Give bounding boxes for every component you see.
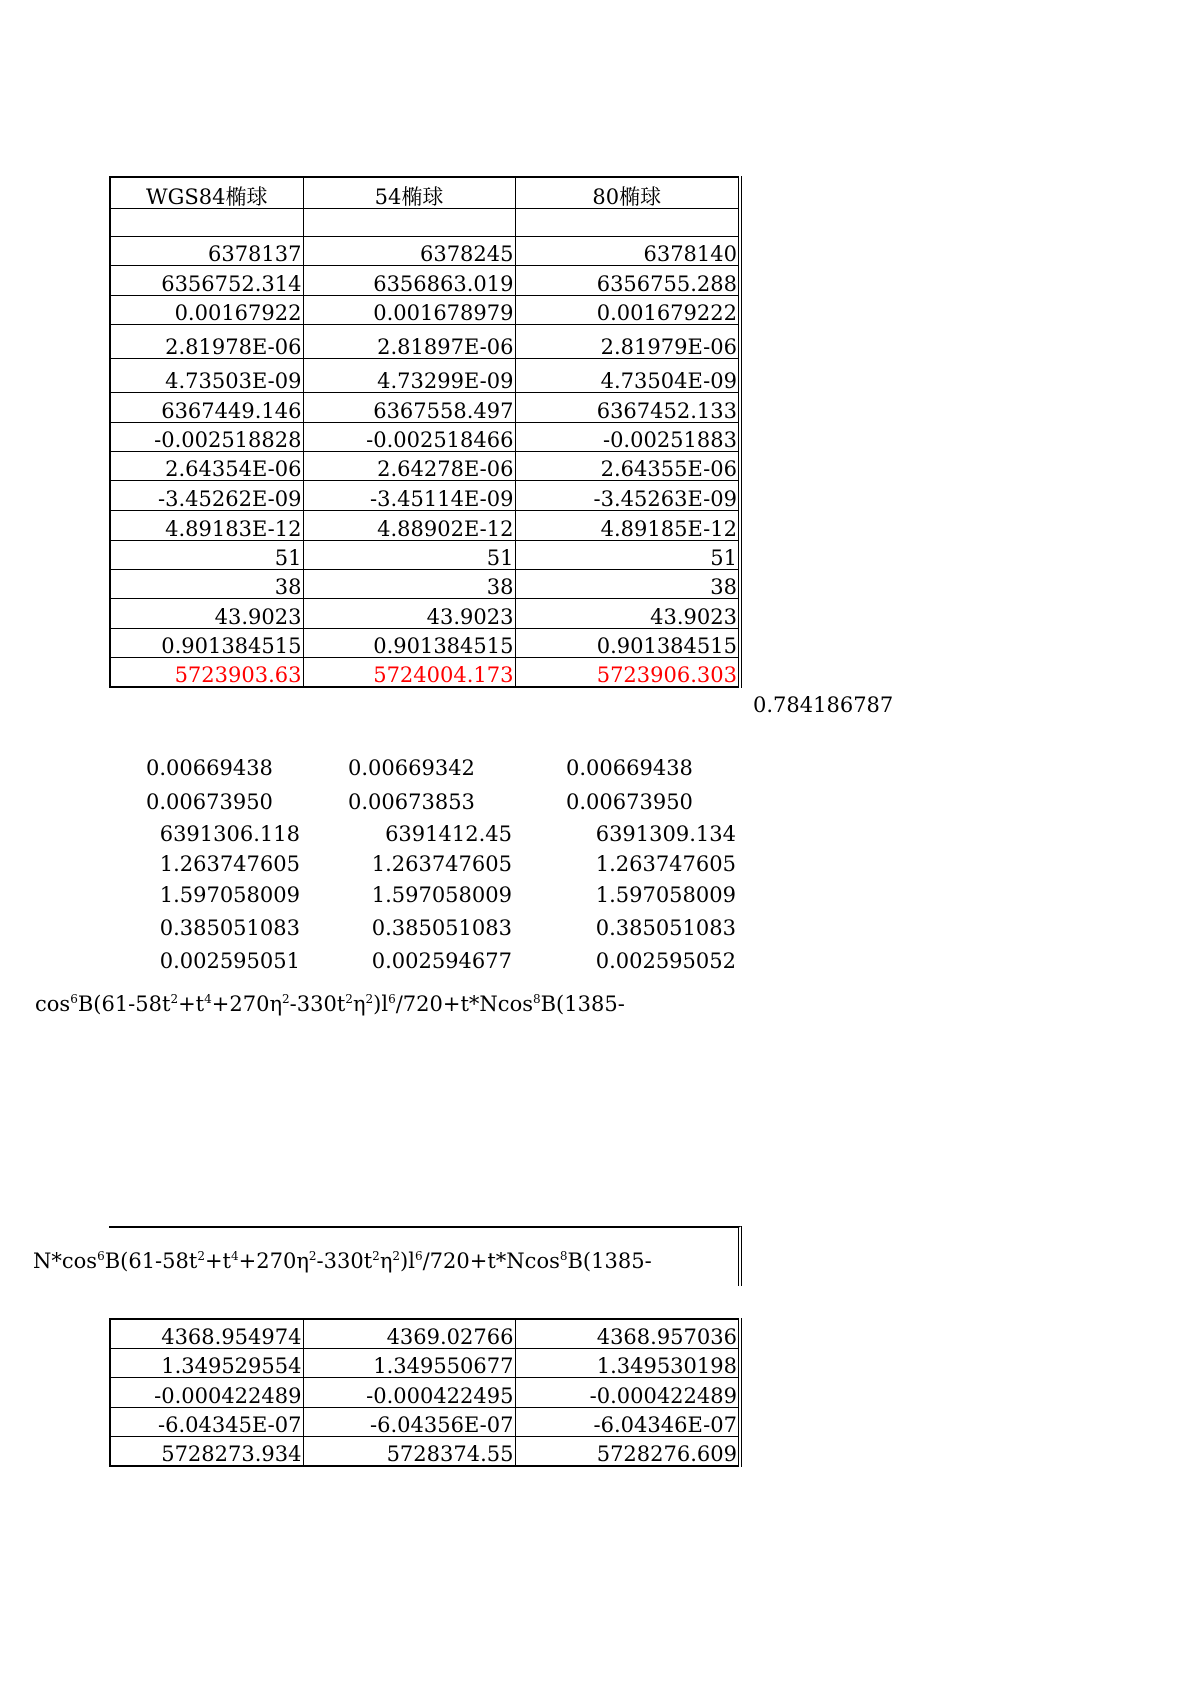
formula-text: +t bbox=[204, 1249, 231, 1273]
table-cell: 43.9023 bbox=[515, 598, 740, 628]
table-cell: 4.73299E-09 bbox=[303, 358, 515, 392]
results-table bbox=[109, 1318, 742, 1467]
table-row bbox=[110, 451, 740, 480]
formula-text: )l bbox=[400, 1249, 415, 1273]
table-cell: 51 bbox=[303, 540, 515, 569]
formula-text: -330t bbox=[316, 1249, 373, 1273]
free-cell: 6391412.45 bbox=[385, 822, 512, 846]
formula-text: η bbox=[379, 1249, 393, 1273]
table-cell: 1.349529554 bbox=[110, 1348, 303, 1377]
free-cell: 0.002594677 bbox=[371, 949, 512, 973]
free-cell: 6391306.118 bbox=[159, 822, 300, 846]
table-cell: 5723903.63 bbox=[110, 657, 303, 687]
formula-sup: 2 bbox=[365, 992, 374, 1006]
header-54: 54椭球 bbox=[303, 177, 515, 208]
formula-text: +270η bbox=[211, 992, 283, 1016]
table-header-row bbox=[110, 177, 740, 208]
table-cell: 2.64355E-06 bbox=[515, 451, 740, 480]
table-cell bbox=[515, 208, 740, 236]
table-cell: 38 bbox=[110, 569, 303, 598]
formula-sup: 6 bbox=[97, 1249, 105, 1263]
formula-text: )l bbox=[373, 992, 389, 1016]
table-cell: 0.901384515 bbox=[303, 628, 515, 657]
table-cell: 6367452.133 bbox=[515, 392, 740, 422]
free-cell: 0.385051083 bbox=[371, 916, 512, 940]
table-cell: -0.000422489 bbox=[515, 1377, 740, 1407]
free-cell: 0.00669342 bbox=[348, 756, 475, 780]
table-row bbox=[110, 295, 740, 324]
table-cell: 6378245 bbox=[303, 236, 515, 265]
formula-sup: 4 bbox=[204, 992, 212, 1006]
free-cell: 1.263747605 bbox=[595, 852, 736, 876]
formula-line-1 bbox=[35, 993, 625, 1015]
table-cell: -6.04356E-07 bbox=[303, 1407, 515, 1436]
table-cell: 0.00167922 bbox=[110, 295, 303, 324]
table-cell: 2.81897E-06 bbox=[303, 324, 515, 358]
table-cell: 5724004.173 bbox=[303, 657, 515, 687]
table-row bbox=[110, 422, 740, 451]
table-cell: 5728374.55 bbox=[303, 1436, 515, 1466]
table-cell: -3.45263E-09 bbox=[515, 480, 740, 510]
table-cell: 2.64354E-06 bbox=[110, 451, 303, 480]
table-cell: 43.9023 bbox=[110, 598, 303, 628]
formula-text: B(61-58t bbox=[104, 1249, 198, 1273]
free-cell: 0.00673853 bbox=[348, 790, 475, 814]
table-cell: -0.00251883 bbox=[515, 422, 740, 451]
formula-sup: 2 bbox=[308, 1249, 317, 1263]
table-cell: 0.001679222 bbox=[515, 295, 740, 324]
formula-text: B(61-58t bbox=[77, 992, 171, 1016]
table-cell: -0.002518828 bbox=[110, 422, 303, 451]
free-cell: 6391309.134 bbox=[595, 822, 736, 846]
formula-text: +t bbox=[178, 992, 205, 1016]
table-cell: 0.001678979 bbox=[303, 295, 515, 324]
table-cell: 4368.957036 bbox=[515, 1319, 740, 1348]
table-cell: 0.901384515 bbox=[110, 628, 303, 657]
table-row bbox=[110, 569, 740, 598]
table-row bbox=[110, 324, 740, 358]
formula-line-2 bbox=[33, 1250, 652, 1272]
table-cell: 4368.954974 bbox=[110, 1319, 303, 1348]
free-cell: 1.597058009 bbox=[159, 883, 300, 907]
formula-text: +270η bbox=[238, 1249, 309, 1273]
free-cell: 0.00673950 bbox=[146, 790, 273, 814]
table-cell: 2.64278E-06 bbox=[303, 451, 515, 480]
table-cell: -0.002518466 bbox=[303, 422, 515, 451]
table-cell bbox=[110, 208, 303, 236]
formula-text: η bbox=[352, 992, 366, 1016]
table-cell: 6356863.019 bbox=[303, 265, 515, 295]
table-row bbox=[110, 1348, 740, 1377]
formula-sup: 8 bbox=[532, 992, 541, 1006]
formula-sup: 6 bbox=[414, 1249, 423, 1263]
table-cell: 2.81978E-06 bbox=[110, 324, 303, 358]
table-row-highlight bbox=[110, 657, 740, 687]
table-row bbox=[110, 1407, 740, 1436]
table-cell: -3.45262E-09 bbox=[110, 480, 303, 510]
table-row bbox=[110, 1436, 740, 1466]
table-cell: 38 bbox=[303, 569, 515, 598]
table-cell: -6.04346E-07 bbox=[515, 1407, 740, 1436]
formula-sup: 2 bbox=[372, 1249, 380, 1263]
free-cell: 0.00669438 bbox=[146, 756, 273, 780]
table-cell: 4.88902E-12 bbox=[303, 510, 515, 540]
free-cell: 1.263747605 bbox=[371, 852, 512, 876]
table-cell: -0.000422489 bbox=[110, 1377, 303, 1407]
table-row bbox=[110, 480, 740, 510]
table-row bbox=[110, 392, 740, 422]
formula-sup: 2 bbox=[282, 992, 290, 1006]
table-cell: 4.89183E-12 bbox=[110, 510, 303, 540]
free-cell: 0.002595052 bbox=[595, 949, 736, 973]
side-value: 0.784186787 bbox=[753, 693, 894, 717]
free-cell: 1.263747605 bbox=[159, 852, 300, 876]
table-cell: 6367558.497 bbox=[303, 392, 515, 422]
table-cell: 6378137 bbox=[110, 236, 303, 265]
formula-sup: 2 bbox=[345, 992, 353, 1006]
header-80: 80椭球 bbox=[515, 177, 740, 208]
formula-text: cos bbox=[35, 992, 71, 1016]
table-cell: -3.45114E-09 bbox=[303, 480, 515, 510]
header-wgs84: WGS84椭球 bbox=[110, 177, 303, 208]
formula-text: N*cos bbox=[33, 1249, 98, 1273]
formula-sup: 2 bbox=[392, 1249, 401, 1263]
free-cell: 0.00669438 bbox=[566, 756, 693, 780]
table-cell: 1.349530198 bbox=[515, 1348, 740, 1377]
table-row bbox=[110, 540, 740, 569]
table-cell: 5728276.609 bbox=[515, 1436, 740, 1466]
free-cell: 0.002595051 bbox=[159, 949, 300, 973]
free-cell: 1.597058009 bbox=[371, 883, 512, 907]
formula-sup: 8 bbox=[559, 1249, 568, 1263]
table-row bbox=[110, 1377, 740, 1407]
table-cell: 6378140 bbox=[515, 236, 740, 265]
table-row bbox=[110, 358, 740, 392]
table-cell: 6367449.146 bbox=[110, 392, 303, 422]
table-cell: 51 bbox=[110, 540, 303, 569]
formula-sup: 6 bbox=[388, 992, 396, 1006]
table-cell: 6356752.314 bbox=[110, 265, 303, 295]
table-cell: 6356755.288 bbox=[515, 265, 740, 295]
table-cell: 5728273.934 bbox=[110, 1436, 303, 1466]
table-cell bbox=[303, 208, 515, 236]
table-row bbox=[110, 1319, 740, 1348]
table-cell: 51 bbox=[515, 540, 740, 569]
table-cell: 0.901384515 bbox=[515, 628, 740, 657]
formula-sup: 2 bbox=[170, 992, 179, 1006]
formula-text: /720+t*Ncos bbox=[395, 992, 533, 1016]
formula-text: B(1385- bbox=[540, 992, 625, 1016]
table-cell: 4.73504E-09 bbox=[515, 358, 740, 392]
table-cell: 38 bbox=[515, 569, 740, 598]
free-cell: 0.00673950 bbox=[566, 790, 693, 814]
table-row bbox=[110, 236, 740, 265]
free-cell: 0.385051083 bbox=[159, 916, 300, 940]
table-row bbox=[110, 510, 740, 540]
formula-text: B(1385- bbox=[567, 1249, 652, 1273]
table-row bbox=[110, 598, 740, 628]
table-cell: 43.9023 bbox=[303, 598, 515, 628]
formula-sup: 2 bbox=[197, 1249, 205, 1263]
table-row bbox=[110, 208, 740, 236]
formula-sup: 6 bbox=[70, 992, 78, 1006]
table-cell: 4369.02766 bbox=[303, 1319, 515, 1348]
free-cell: 1.597058009 bbox=[595, 883, 736, 907]
table-cell: 1.349550677 bbox=[303, 1348, 515, 1377]
table-cell: -0.000422495 bbox=[303, 1377, 515, 1407]
table-row bbox=[110, 628, 740, 657]
formula-text: -330t bbox=[289, 992, 346, 1016]
table-row bbox=[110, 265, 740, 295]
free-cell: 0.385051083 bbox=[595, 916, 736, 940]
table-cell: 4.89185E-12 bbox=[515, 510, 740, 540]
table-cell: 5723906.303 bbox=[515, 657, 740, 687]
table-cell: -6.04345E-07 bbox=[110, 1407, 303, 1436]
table-cell: 4.73503E-09 bbox=[110, 358, 303, 392]
formula-sup: 4 bbox=[231, 1249, 239, 1263]
ellipsoid-params-table bbox=[109, 176, 742, 688]
formula-text: /720+t*Ncos bbox=[422, 1249, 560, 1273]
table-cell: 2.81979E-06 bbox=[515, 324, 740, 358]
